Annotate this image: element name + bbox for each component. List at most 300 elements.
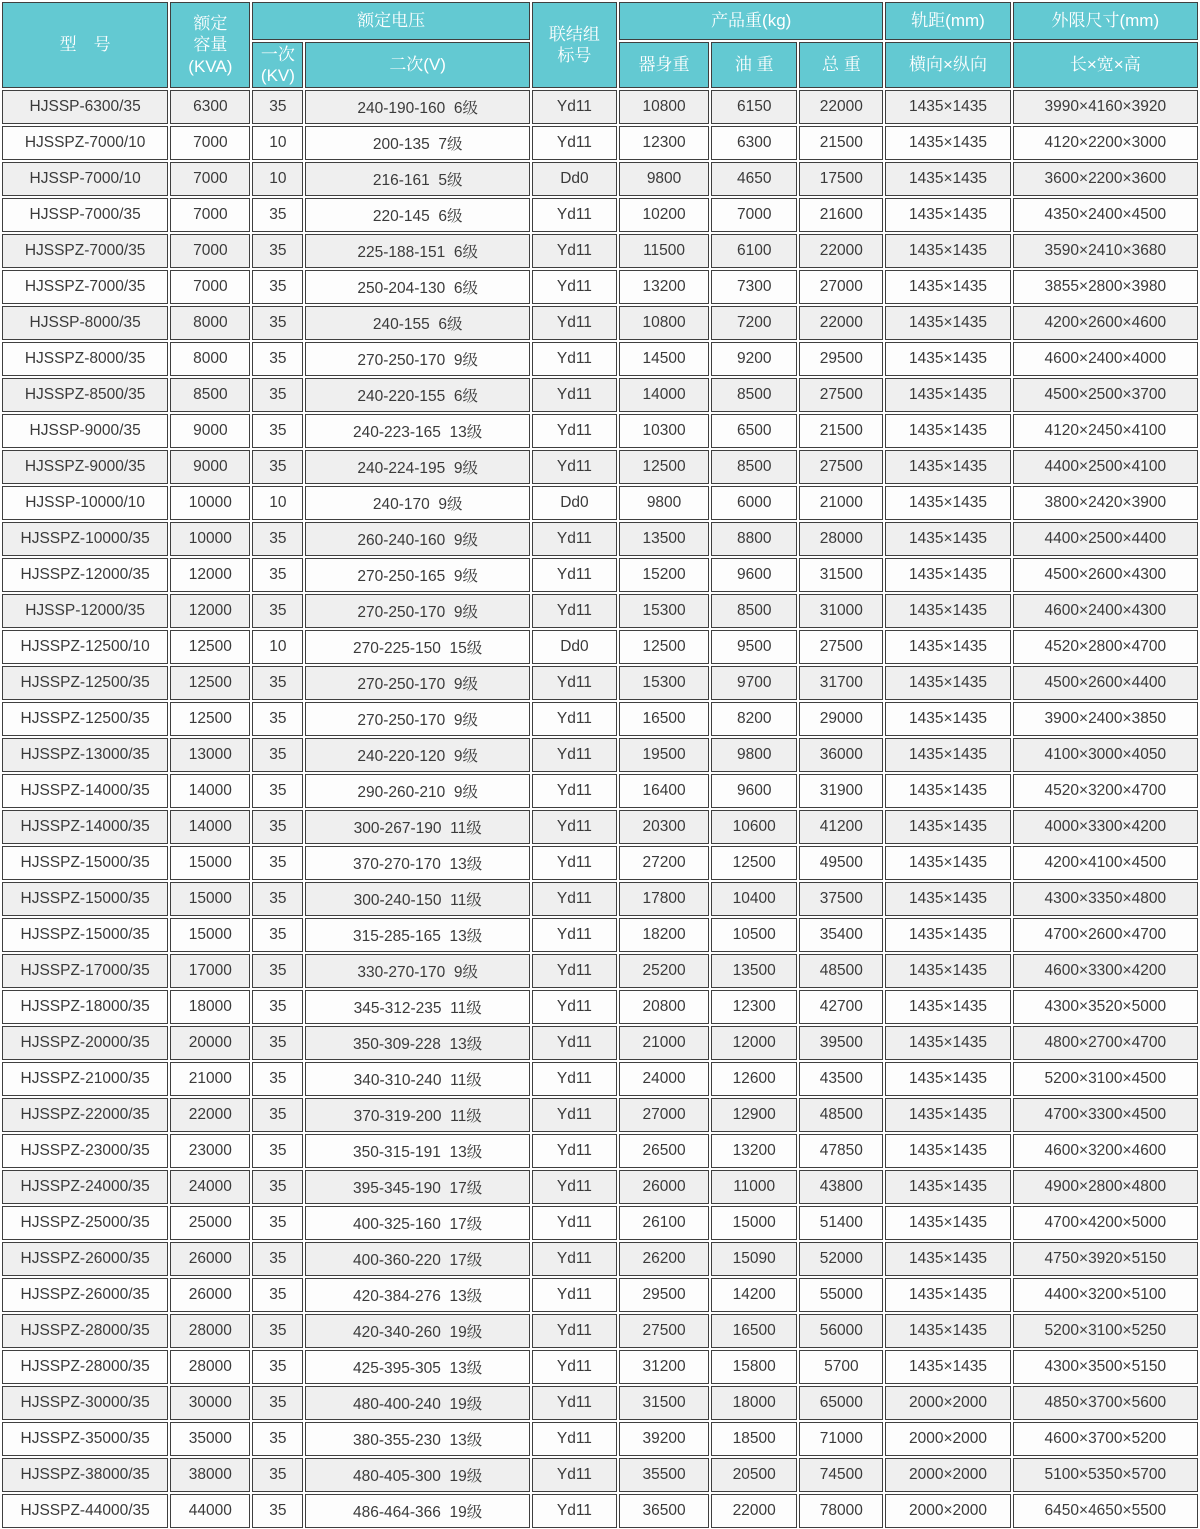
cell-connection-label: Yd11 <box>532 1134 617 1168</box>
cell-gauge: 1435×1435 <box>885 450 1010 484</box>
cell-connection-label: Yd11 <box>532 558 617 592</box>
cell-capacity-kva: 30000 <box>170 1386 250 1420</box>
cell-body-weight: 26100 <box>619 1206 709 1240</box>
cell-oil-weight: 6000 <box>711 486 797 520</box>
cell-gauge: 1435×1435 <box>885 1098 1010 1132</box>
cell-dimensions: 4500×2600×4400 <box>1013 666 1198 700</box>
cell-total-weight: 55000 <box>799 1278 883 1312</box>
cell-gauge: 1435×1435 <box>885 198 1010 232</box>
cell-dimensions: 4850×3700×5600 <box>1013 1386 1198 1420</box>
cell-capacity-kva: 17000 <box>170 954 250 988</box>
table-row <box>2 378 1198 412</box>
cell-secondary-v: 270-250-170 9级 <box>305 666 529 700</box>
cell-connection-label: Yd11 <box>532 702 617 736</box>
cell-capacity-kva: 44000 <box>170 1494 250 1528</box>
table-row <box>2 594 1198 628</box>
table-row <box>2 1494 1198 1528</box>
cell-primary-kv: 35 <box>252 306 303 340</box>
cell-total-weight: 52000 <box>799 1242 883 1276</box>
cell-primary-kv: 35 <box>252 342 303 376</box>
cell-dimensions: 4000×3300×4200 <box>1013 810 1198 844</box>
cell-model: HJSSP-7000/35 <box>2 198 168 232</box>
cell-body-weight: 39200 <box>619 1422 709 1456</box>
cell-gauge: 1435×1435 <box>885 1170 1010 1204</box>
cell-secondary-v: 270-250-170 9级 <box>305 594 529 628</box>
cell-secondary-v: 370-319-200 11级 <box>305 1098 529 1132</box>
cell-primary-kv: 35 <box>252 522 303 556</box>
cell-total-weight: 41200 <box>799 810 883 844</box>
table-row <box>2 774 1198 808</box>
table-row <box>2 1242 1198 1276</box>
cell-connection-label: Yd11 <box>532 774 617 808</box>
cell-gauge: 1435×1435 <box>885 594 1010 628</box>
cell-capacity-kva: 7000 <box>170 162 250 196</box>
cell-primary-kv: 35 <box>252 702 303 736</box>
cell-body-weight: 10200 <box>619 198 709 232</box>
cell-connection-label: Yd11 <box>532 414 617 448</box>
cell-oil-weight: 18500 <box>711 1422 797 1456</box>
cell-capacity-kva: 12500 <box>170 702 250 736</box>
cell-primary-kv: 35 <box>252 90 303 124</box>
table-row <box>2 522 1198 556</box>
cell-body-weight: 16400 <box>619 774 709 808</box>
cell-secondary-v: 425-395-305 13级 <box>305 1350 529 1384</box>
cell-gauge: 1435×1435 <box>885 1134 1010 1168</box>
cell-total-weight: 37500 <box>799 882 883 916</box>
cell-oil-weight: 4650 <box>711 162 797 196</box>
cell-gauge: 1435×1435 <box>885 270 1010 304</box>
cell-capacity-kva: 14000 <box>170 774 250 808</box>
cell-dimensions: 4300×3350×4800 <box>1013 882 1198 916</box>
cell-model: HJSSPZ-15000/35 <box>2 882 168 916</box>
cell-model: HJSSPZ-12000/35 <box>2 558 168 592</box>
cell-capacity-kva: 28000 <box>170 1350 250 1384</box>
cell-connection-label: Yd11 <box>532 1314 617 1348</box>
cell-primary-kv: 35 <box>252 1494 303 1528</box>
cell-body-weight: 26500 <box>619 1134 709 1168</box>
cell-dimensions: 4520×3200×4700 <box>1013 774 1198 808</box>
cell-total-weight: 31700 <box>799 666 883 700</box>
cell-connection-label: Yd11 <box>532 306 617 340</box>
cell-connection-label: Yd11 <box>532 1026 617 1060</box>
cell-gauge: 2000×2000 <box>885 1494 1010 1528</box>
cell-dimensions: 5200×3100×5250 <box>1013 1314 1198 1348</box>
cell-connection-label: Yd11 <box>532 342 617 376</box>
cell-dimensions: 4300×3520×5000 <box>1013 990 1198 1024</box>
table-body <box>2 90 1198 1528</box>
cell-secondary-v: 315-285-165 13级 <box>305 918 529 952</box>
cell-dimensions: 4700×4200×5000 <box>1013 1206 1198 1240</box>
table-row <box>2 918 1198 952</box>
cell-primary-kv: 35 <box>252 1386 303 1420</box>
table-row <box>2 1170 1198 1204</box>
cell-oil-weight: 12600 <box>711 1062 797 1096</box>
table-row <box>2 198 1198 232</box>
cell-model: HJSSPZ-26000/35 <box>2 1278 168 1312</box>
cell-dimensions: 4600×3200×4600 <box>1013 1134 1198 1168</box>
table-row <box>2 990 1198 1024</box>
cell-capacity-kva: 23000 <box>170 1134 250 1168</box>
cell-total-weight: 42700 <box>799 990 883 1024</box>
cell-capacity-kva: 6300 <box>170 90 250 124</box>
cell-capacity-kva: 13000 <box>170 738 250 772</box>
cell-secondary-v: 225-188-151 6级 <box>305 234 529 268</box>
cell-total-weight: 27500 <box>799 450 883 484</box>
cell-oil-weight: 10500 <box>711 918 797 952</box>
table-row <box>2 738 1198 772</box>
table-row <box>2 1098 1198 1132</box>
cell-oil-weight: 20500 <box>711 1458 797 1492</box>
cell-oil-weight: 12900 <box>711 1098 797 1132</box>
cell-model: HJSSP-7000/10 <box>2 162 168 196</box>
cell-total-weight: 27000 <box>799 270 883 304</box>
cell-dimensions: 5100×5350×5700 <box>1013 1458 1198 1492</box>
cell-model: HJSSPZ-18000/35 <box>2 990 168 1024</box>
cell-connection-label: Yd11 <box>532 1170 617 1204</box>
cell-total-weight: 48500 <box>799 1098 883 1132</box>
cell-oil-weight: 15000 <box>711 1206 797 1240</box>
cell-dimensions: 4350×2400×4500 <box>1013 198 1198 232</box>
cell-dimensions: 4700×3300×4500 <box>1013 1098 1198 1132</box>
cell-oil-weight: 9500 <box>711 630 797 664</box>
cell-dimensions: 4300×3500×5150 <box>1013 1350 1198 1384</box>
cell-connection-label: Yd11 <box>532 738 617 772</box>
cell-primary-kv: 35 <box>252 1350 303 1384</box>
cell-capacity-kva: 12000 <box>170 558 250 592</box>
table-row <box>2 450 1198 484</box>
cell-total-weight: 5700 <box>799 1350 883 1384</box>
cell-dimensions: 3800×2420×3900 <box>1013 486 1198 520</box>
cell-connection-label: Yd11 <box>532 594 617 628</box>
header-product-weight-group: 产品重(kg) <box>619 2 883 40</box>
cell-connection-label: Yd11 <box>532 1242 617 1276</box>
cell-capacity-kva: 7000 <box>170 198 250 232</box>
cell-primary-kv: 10 <box>252 630 303 664</box>
cell-model: HJSSPZ-30000/35 <box>2 1386 168 1420</box>
cell-capacity-kva: 22000 <box>170 1098 250 1132</box>
cell-total-weight: 22000 <box>799 234 883 268</box>
cell-model: HJSSPZ-15000/35 <box>2 918 168 952</box>
cell-oil-weight: 10600 <box>711 810 797 844</box>
cell-capacity-kva: 26000 <box>170 1278 250 1312</box>
cell-model: HJSSPZ-35000/35 <box>2 1422 168 1456</box>
cell-oil-weight: 18000 <box>711 1386 797 1420</box>
cell-connection-label: Yd11 <box>532 1206 617 1240</box>
cell-capacity-kva: 7000 <box>170 270 250 304</box>
cell-secondary-v: 480-400-240 19级 <box>305 1386 529 1420</box>
cell-oil-weight: 13200 <box>711 1134 797 1168</box>
table-row <box>2 1458 1198 1492</box>
cell-dimensions: 4750×3920×5150 <box>1013 1242 1198 1276</box>
cell-connection-label: Yd11 <box>532 1386 617 1420</box>
cell-oil-weight: 7300 <box>711 270 797 304</box>
cell-gauge: 1435×1435 <box>885 522 1010 556</box>
cell-body-weight: 19500 <box>619 738 709 772</box>
cell-model: HJSSP-12000/35 <box>2 594 168 628</box>
cell-capacity-kva: 8000 <box>170 306 250 340</box>
cell-primary-kv: 35 <box>252 846 303 880</box>
cell-secondary-v: 340-310-240 11级 <box>305 1062 529 1096</box>
table-row <box>2 1350 1198 1384</box>
cell-total-weight: 21600 <box>799 198 883 232</box>
cell-primary-kv: 35 <box>252 450 303 484</box>
table-row <box>2 126 1198 160</box>
cell-capacity-kva: 10000 <box>170 522 250 556</box>
cell-model: HJSSP-6300/35 <box>2 90 168 124</box>
cell-body-weight: 27000 <box>619 1098 709 1132</box>
header-connection-line2: 标号 <box>557 46 592 65</box>
cell-primary-kv: 35 <box>252 1242 303 1276</box>
cell-model: HJSSPZ-9000/35 <box>2 450 168 484</box>
cell-secondary-v: 370-270-170 13级 <box>305 846 529 880</box>
cell-dimensions: 3990×4160×3920 <box>1013 90 1198 124</box>
cell-primary-kv: 35 <box>252 810 303 844</box>
cell-model: HJSSPZ-20000/35 <box>2 1026 168 1060</box>
cell-gauge: 1435×1435 <box>885 1206 1010 1240</box>
cell-capacity-kva: 15000 <box>170 846 250 880</box>
cell-connection-label: Yd11 <box>532 1422 617 1456</box>
cell-gauge: 1435×1435 <box>885 486 1010 520</box>
cell-dimensions: 4200×2600×4600 <box>1013 306 1198 340</box>
header-rail-gauge-group: 轨距(mm) <box>885 2 1010 40</box>
cell-body-weight: 11500 <box>619 234 709 268</box>
cell-secondary-v: 200-135 7级 <box>305 126 529 160</box>
cell-body-weight: 31200 <box>619 1350 709 1384</box>
cell-gauge: 1435×1435 <box>885 1062 1010 1096</box>
header-model: 型 号 <box>2 2 168 88</box>
cell-dimensions: 3855×2800×3980 <box>1013 270 1198 304</box>
cell-dimensions: 4900×2800×4800 <box>1013 1170 1198 1204</box>
cell-gauge: 1435×1435 <box>885 126 1010 160</box>
cell-primary-kv: 35 <box>252 1026 303 1060</box>
cell-body-weight: 26000 <box>619 1170 709 1204</box>
cell-primary-kv: 35 <box>252 1206 303 1240</box>
cell-capacity-kva: 24000 <box>170 1170 250 1204</box>
cell-secondary-v: 345-312-235 11级 <box>305 990 529 1024</box>
cell-oil-weight: 9200 <box>711 342 797 376</box>
cell-oil-weight: 15090 <box>711 1242 797 1276</box>
cell-primary-kv: 35 <box>252 1062 303 1096</box>
table-row <box>2 846 1198 880</box>
cell-body-weight: 9800 <box>619 162 709 196</box>
cell-total-weight: 43800 <box>799 1170 883 1204</box>
cell-dimensions: 4600×2400×4300 <box>1013 594 1198 628</box>
cell-gauge: 1435×1435 <box>885 378 1010 412</box>
cell-dimensions: 4520×2800×4700 <box>1013 630 1198 664</box>
cell-oil-weight: 8500 <box>711 378 797 412</box>
cell-gauge: 1435×1435 <box>885 234 1010 268</box>
cell-dimensions: 5200×3100×4500 <box>1013 1062 1198 1096</box>
cell-capacity-kva: 20000 <box>170 1026 250 1060</box>
cell-secondary-v: 270-250-170 9级 <box>305 342 529 376</box>
cell-body-weight: 14000 <box>619 378 709 412</box>
cell-body-weight: 20800 <box>619 990 709 1024</box>
cell-model: HJSSPZ-7000/35 <box>2 234 168 268</box>
table-header <box>2 2 1198 88</box>
cell-capacity-kva: 10000 <box>170 486 250 520</box>
cell-secondary-v: 220-145 6级 <box>305 198 529 232</box>
cell-model: HJSSPZ-17000/35 <box>2 954 168 988</box>
cell-capacity-kva: 18000 <box>170 990 250 1024</box>
cell-connection-label: Yd11 <box>532 882 617 916</box>
cell-total-weight: 78000 <box>799 1494 883 1528</box>
cell-secondary-v: 395-345-190 17级 <box>305 1170 529 1204</box>
cell-secondary-v: 350-315-191 13级 <box>305 1134 529 1168</box>
cell-connection-label: Dd0 <box>532 630 617 664</box>
header-primary-line2: (KV) <box>260 66 295 85</box>
cell-secondary-v: 240-224-195 9级 <box>305 450 529 484</box>
cell-body-weight: 36500 <box>619 1494 709 1528</box>
cell-gauge: 1435×1435 <box>885 342 1010 376</box>
cell-secondary-v: 250-204-130 6级 <box>305 270 529 304</box>
cell-secondary-v: 400-325-160 17级 <box>305 1206 529 1240</box>
cell-total-weight: 65000 <box>799 1386 883 1420</box>
cell-gauge: 1435×1435 <box>885 810 1010 844</box>
cell-body-weight: 14500 <box>619 342 709 376</box>
cell-capacity-kva: 12000 <box>170 594 250 628</box>
table-row <box>2 1026 1198 1060</box>
cell-primary-kv: 10 <box>252 486 303 520</box>
cell-connection-label: Dd0 <box>532 162 617 196</box>
table-row <box>2 1278 1198 1312</box>
table-row <box>2 702 1198 736</box>
cell-dimensions: 4600×3300×4200 <box>1013 954 1198 988</box>
cell-connection-label: Yd11 <box>532 1062 617 1096</box>
cell-body-weight: 35500 <box>619 1458 709 1492</box>
cell-primary-kv: 35 <box>252 234 303 268</box>
cell-body-weight: 10800 <box>619 306 709 340</box>
cell-oil-weight: 15800 <box>711 1350 797 1384</box>
cell-body-weight: 31500 <box>619 1386 709 1420</box>
table-row <box>2 342 1198 376</box>
cell-primary-kv: 10 <box>252 126 303 160</box>
cell-gauge: 1435×1435 <box>885 918 1010 952</box>
cell-secondary-v: 300-240-150 11级 <box>305 882 529 916</box>
cell-connection-label: Yd11 <box>532 1458 617 1492</box>
cell-oil-weight: 22000 <box>711 1494 797 1528</box>
table-row <box>2 810 1198 844</box>
cell-total-weight: 31000 <box>799 594 883 628</box>
cell-capacity-kva: 8500 <box>170 378 250 412</box>
cell-gauge: 1435×1435 <box>885 738 1010 772</box>
cell-secondary-v: 240-223-165 13级 <box>305 414 529 448</box>
cell-total-weight: 29500 <box>799 342 883 376</box>
cell-oil-weight: 9800 <box>711 738 797 772</box>
cell-dimensions: 4200×4100×4500 <box>1013 846 1198 880</box>
cell-total-weight: 27500 <box>799 378 883 412</box>
table-row <box>2 1386 1198 1420</box>
cell-primary-kv: 35 <box>252 738 303 772</box>
cell-dimensions: 4500×2600×4300 <box>1013 558 1198 592</box>
cell-primary-kv: 35 <box>252 954 303 988</box>
cell-gauge: 1435×1435 <box>885 774 1010 808</box>
cell-model: HJSSPZ-28000/35 <box>2 1314 168 1348</box>
cell-oil-weight: 8800 <box>711 522 797 556</box>
header-rated-capacity-line2: 容量 <box>193 35 228 55</box>
cell-model: HJSSPZ-8000/35 <box>2 342 168 376</box>
cell-secondary-v: 350-309-228 13级 <box>305 1026 529 1060</box>
cell-primary-kv: 35 <box>252 1098 303 1132</box>
cell-total-weight: 17500 <box>799 162 883 196</box>
cell-oil-weight: 7000 <box>711 198 797 232</box>
cell-dimensions: 4500×2500×3700 <box>1013 378 1198 412</box>
table-row <box>2 486 1198 520</box>
cell-gauge: 1435×1435 <box>885 702 1010 736</box>
cell-model: HJSSPZ-13000/35 <box>2 738 168 772</box>
cell-oil-weight: 8500 <box>711 594 797 628</box>
header-primary-line1: 一次 <box>260 44 295 64</box>
header-outline-dims-group: 外限尺寸(mm) <box>1013 2 1198 40</box>
cell-model: HJSSPZ-12500/35 <box>2 666 168 700</box>
table-row <box>2 954 1198 988</box>
cell-gauge: 1435×1435 <box>885 1278 1010 1312</box>
cell-oil-weight: 6150 <box>711 90 797 124</box>
cell-secondary-v: 240-190-160 6级 <box>305 90 529 124</box>
cell-connection-label: Yd11 <box>532 1098 617 1132</box>
table-row <box>2 1206 1198 1240</box>
cell-primary-kv: 35 <box>252 270 303 304</box>
cell-gauge: 1435×1435 <box>885 306 1010 340</box>
cell-body-weight: 12300 <box>619 126 709 160</box>
cell-dimensions: 6450×4650×5500 <box>1013 1494 1198 1528</box>
cell-secondary-v: 270-250-170 9级 <box>305 702 529 736</box>
cell-primary-kv: 35 <box>252 1134 303 1168</box>
header-connection-group-label <box>532 2 617 88</box>
header-total-weight: 总 重 <box>799 42 883 88</box>
cell-dimensions: 3590×2410×3680 <box>1013 234 1198 268</box>
cell-gauge: 1435×1435 <box>885 162 1010 196</box>
cell-gauge: 1435×1435 <box>885 846 1010 880</box>
cell-dimensions: 4120×2200×3000 <box>1013 126 1198 160</box>
cell-dimensions: 4600×2400×4000 <box>1013 342 1198 376</box>
cell-secondary-v: 216-161 5级 <box>305 162 529 196</box>
cell-connection-label: Yd11 <box>532 126 617 160</box>
cell-oil-weight: 12300 <box>711 990 797 1024</box>
cell-total-weight: 43500 <box>799 1062 883 1096</box>
cell-gauge: 1435×1435 <box>885 1314 1010 1348</box>
cell-total-weight: 51400 <box>799 1206 883 1240</box>
table-row <box>2 1062 1198 1096</box>
cell-model: HJSSPZ-7000/10 <box>2 126 168 160</box>
table-row <box>2 1422 1198 1456</box>
cell-body-weight: 20300 <box>619 810 709 844</box>
cell-oil-weight: 6500 <box>711 414 797 448</box>
cell-secondary-v: 480-405-300 19级 <box>305 1458 529 1492</box>
cell-primary-kv: 35 <box>252 1170 303 1204</box>
cell-primary-kv: 35 <box>252 1314 303 1348</box>
table-row <box>2 630 1198 664</box>
cell-secondary-v: 270-225-150 15级 <box>305 630 529 664</box>
cell-total-weight: 21500 <box>799 126 883 160</box>
cell-connection-label: Yd11 <box>532 846 617 880</box>
header-gauge-sub: 横向×纵向 <box>885 42 1010 88</box>
cell-oil-weight: 7200 <box>711 306 797 340</box>
cell-connection-label: Yd11 <box>532 270 617 304</box>
cell-dimensions: 3600×2200×3600 <box>1013 162 1198 196</box>
cell-gauge: 1435×1435 <box>885 882 1010 916</box>
cell-connection-label: Yd11 <box>532 918 617 952</box>
cell-body-weight: 27500 <box>619 1314 709 1348</box>
cell-dimensions: 4400×2500×4400 <box>1013 522 1198 556</box>
cell-oil-weight: 9700 <box>711 666 797 700</box>
cell-body-weight: 9800 <box>619 486 709 520</box>
cell-dimensions: 4400×2500×4100 <box>1013 450 1198 484</box>
cell-connection-label: Yd11 <box>532 90 617 124</box>
cell-capacity-kva: 35000 <box>170 1422 250 1456</box>
cell-gauge: 1435×1435 <box>885 990 1010 1024</box>
cell-body-weight: 12500 <box>619 630 709 664</box>
cell-body-weight: 13500 <box>619 522 709 556</box>
